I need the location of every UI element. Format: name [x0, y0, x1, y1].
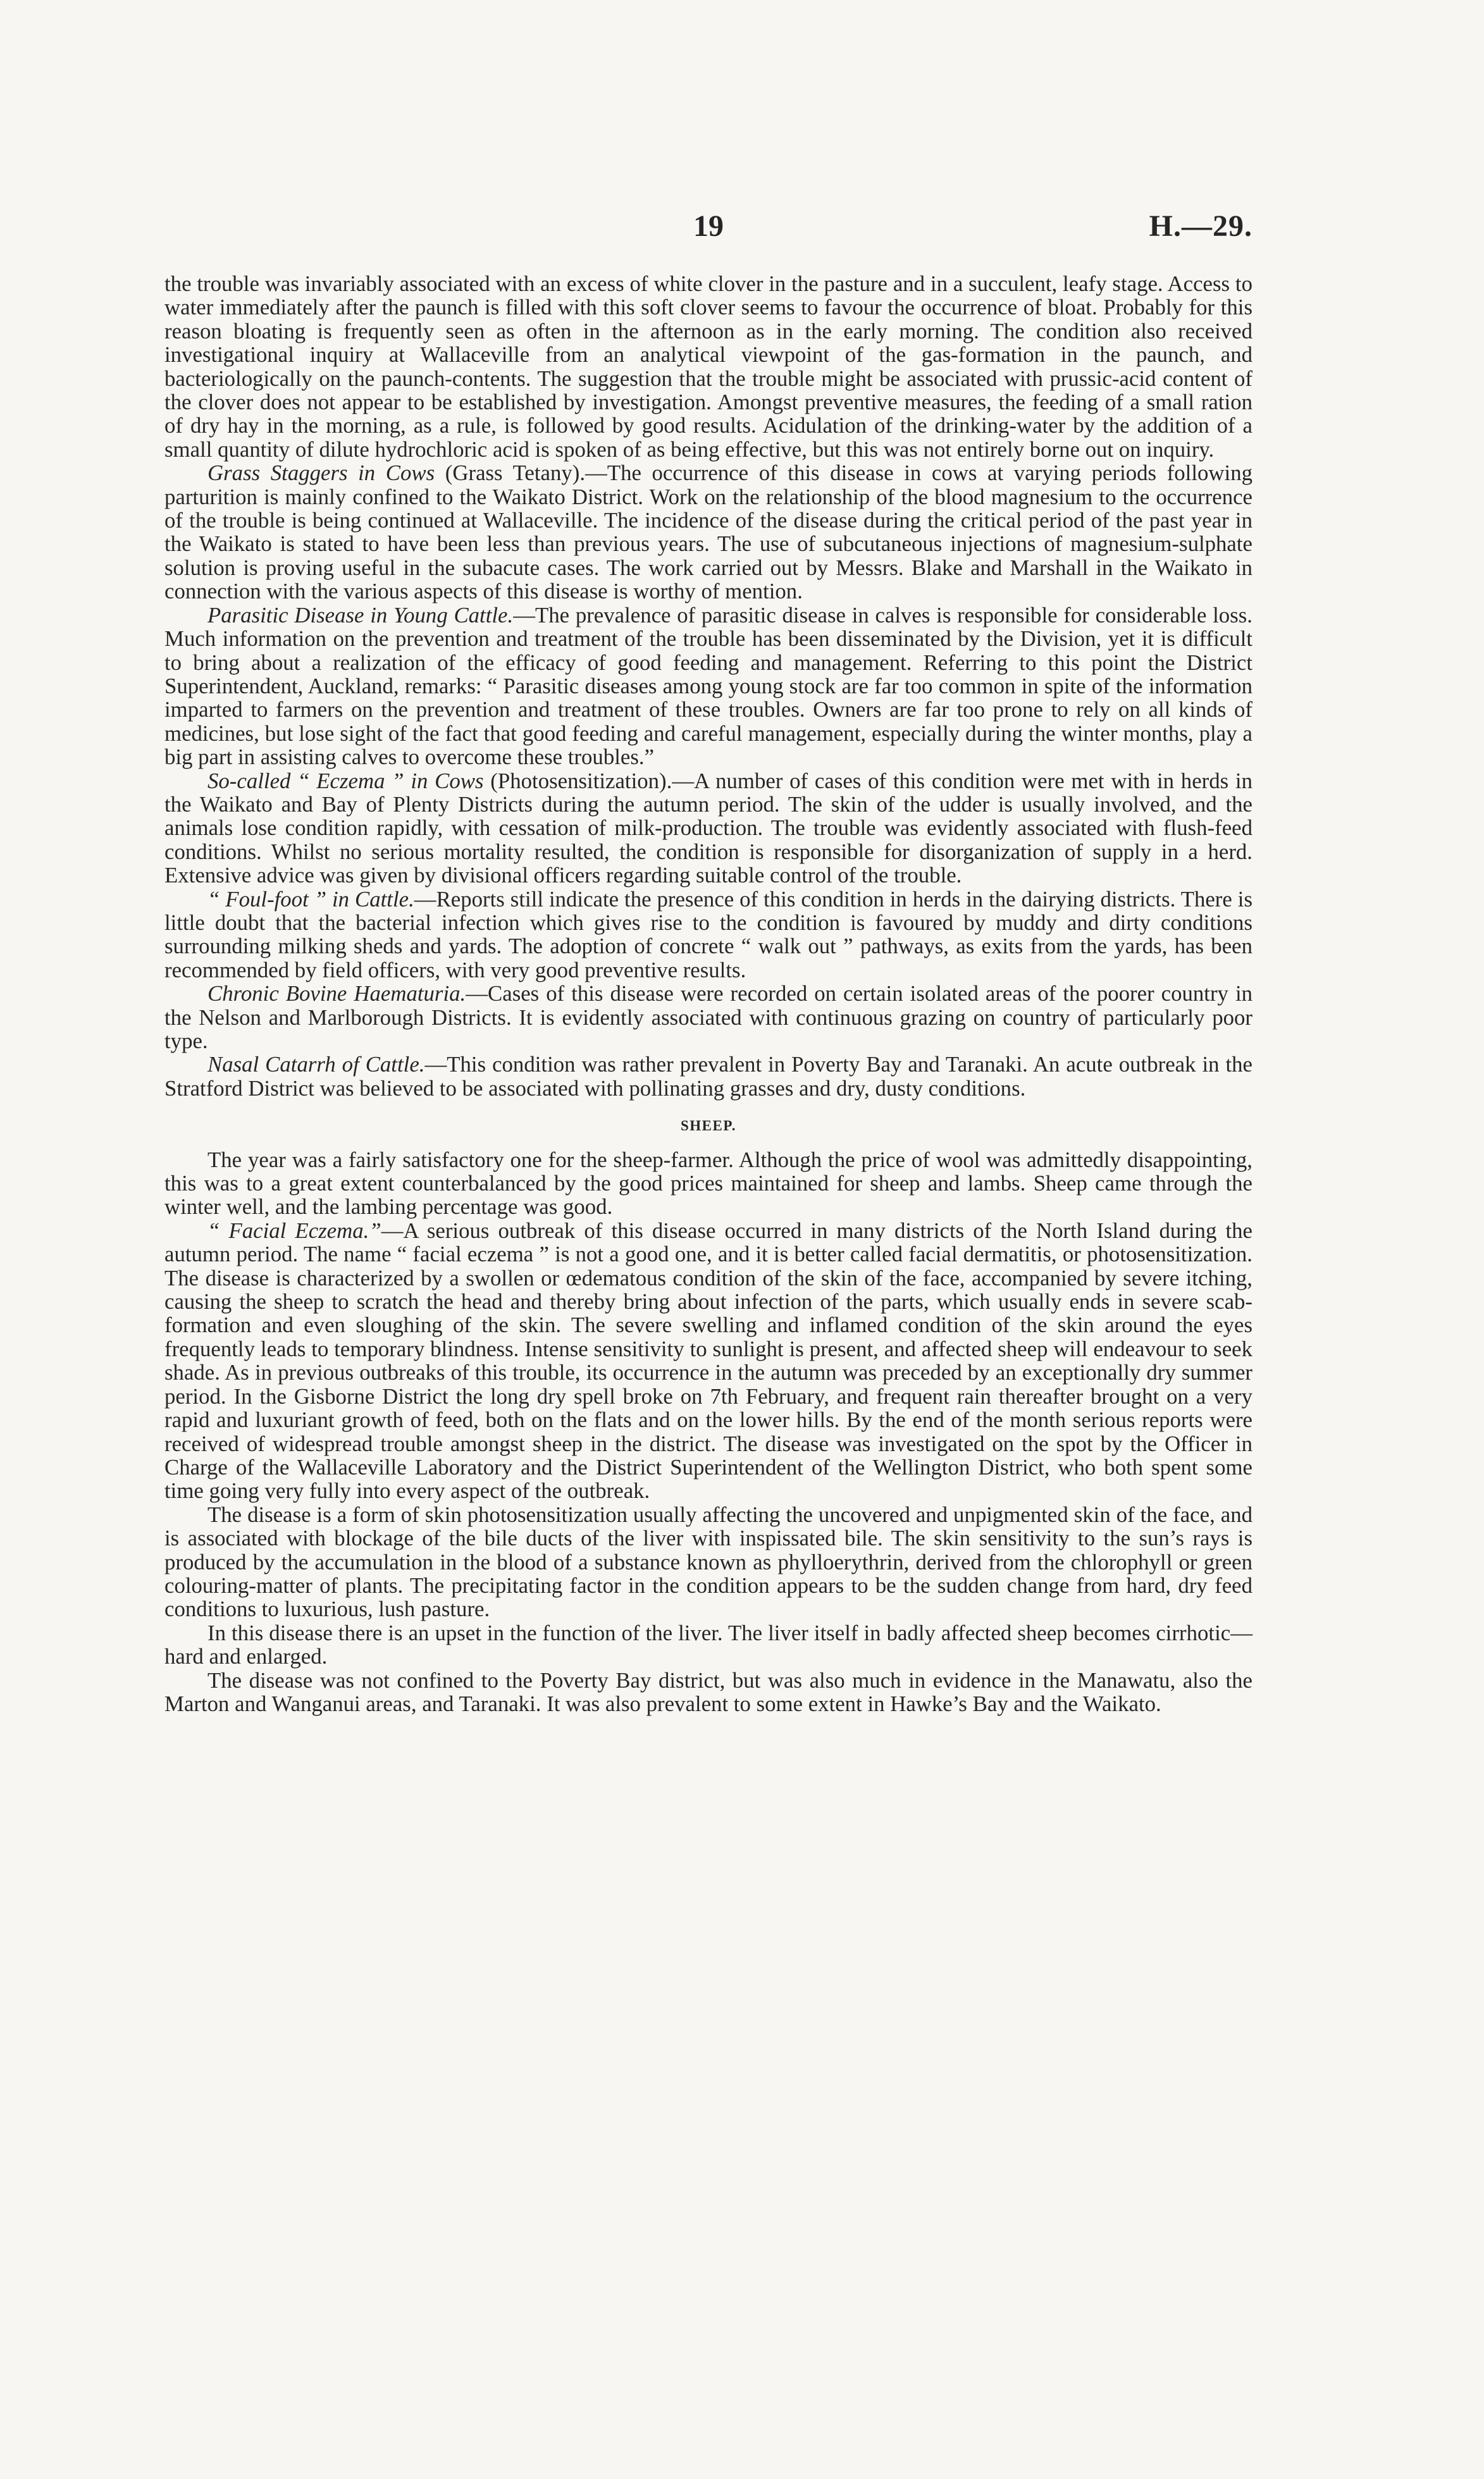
paragraph-text: (Photosensitization).—A number of cases of this condition were met with in herds in the Waikato and Bay of Plenty Districts during the autumn period. The skin of the udder is usually involved, and the animals lose condition rapidly, with cessation of milk-production. The trouble was evidently associated with flush-feed conditions. Whilst no serious mortality resulted, the condition is responsible for disorganization of supply in a herd. Extensive advice was given by divisional officers regarding suitable control of the trouble.	[164, 768, 1252, 888]
paragraph-text: The year was a fairly satisfactory one for the sheep-farmer. Although the price of wool was admittedly disappointing, this was to a great extent counterbalanced by the good prices maintained for sheep and lambs. Sheep came through the winter well, and the lambing percentage was good.	[164, 1147, 1252, 1220]
paragraph-photosensitization	[164, 1503, 1252, 1621]
paragraph-foul-foot	[164, 887, 1252, 982]
paragraph-text: (Grass Tetany).—The occurrence of this disease in cows at varying periods following parturition is mainly confined to the Waikato District. Work on the relationship of the blood magnesium to the occurrence of the trouble is being continued at Wallaceville. The incidence of the disease during the critical period of the past year in the Waikato is stated to have been less than previous years. The use of subcutaneous injections of magnesium-sulphate solution is proving useful in the subacute cases. The work carried out by Messrs. Blake and Marshall in the Waikato in connection with the various aspects of this disease is worthy of mention.	[164, 461, 1253, 604]
paragraph-text: In this disease there is an upset in the function of the liver. The liver itself in badly affected sheep becomes cirrhotic—hard and enlarged.	[164, 1620, 1252, 1669]
section-heading-sheep: SHEEP.	[680, 1118, 737, 1134]
paragraph-grass-staggers	[164, 461, 1252, 603]
paragraph-text: —A serious outbreak of this disease occurred in many districts of the North Island during the autumn period. The name “ facial eczema ” is not a good one, and it is better called facial dermatitis, or photosensitization. The disease is characterized by a swollen or œdematous condition of the skin of the face, accompanied by severe itching, causing the sheep to scratch the head and thereby bring about infection of the parts, which usually ends in severe scab-formation and even sloughing of the skin. The severe swelling and inflamed condition of the skin around the eyes frequently leads to temporary blindness. Intense sensitivity to sunlight is present, and affected sheep will endeavour to seek shade. As in previous outbreaks of this trouble, its occurrence in the autumn was preceded by an exceptionally dry summer period. In the Gisborne District the long dry spell broke on 7th February, and frequent rain thereafter brought on a very rapid and luxuriant growth of feed, both on the flats and on the lower hills. By the end of the month serious reports were received of widespread trouble amongst sheep in the district. The disease was investigated on the spot by the Officer in Charge of the Wallaceville Laboratory and the District Superintendent of the Wellington District, who both spent some time going very fully into every aspect of the outbreak.	[164, 1218, 1252, 1504]
paragraph-lead: Grass Staggers in Cows	[207, 461, 435, 486]
paragraph-lead: So-called “ Eczema ” in Cows	[207, 768, 484, 793]
body-text	[164, 272, 1252, 1716]
paragraph-text: The disease is a form of skin photosensitization usually affecting the uncovered and unpigmented skin of the face, and is associated with blockage of the bile ducts of the liver with inspissated bile. The skin sensitivity to the sun’s rays is produced by the accumulation in the blood of a substance known as phylloerythrin, derived from the chlorophyll or green colouring-matter of plants. The precipitating factor in the condition appears to be the sudden change from hard, dry feed conditions to luxurious, lush pasture.	[164, 1502, 1252, 1622]
paragraph-text: —Cases of this disease were recorded on certain isolated areas of the poorer country in the Nelson and Marlborough Districts. It is evidently associated with continuous grazing on country of particularly poor type.	[164, 981, 1253, 1053]
paragraph-bloat	[164, 272, 1252, 461]
paragraph-parasitic-disease	[164, 603, 1252, 769]
paragraph-haematuria	[164, 982, 1252, 1053]
paragraph-sheep-year	[164, 1148, 1252, 1219]
page-header	[164, 209, 1252, 247]
paragraph-text: —Reports still indicate the presence of this condition in herds in the dairying districts. There is little doubt that the bacterial infection which gives rise to the condition is favoured by muddy and dirty conditions surrounding milking sheds and yards. The adoption of concrete “ walk out ” pathways, as exits from the yards, has been recommended by field officers, with very good preventive results.	[164, 886, 1252, 982]
paragraph-facial-eczema	[164, 1219, 1252, 1503]
paragraph-lead: “ Facial Eczema.”	[207, 1218, 381, 1243]
paragraph-text: the trouble was invariably associated with an excess of white clover in the pasture and in a succulent, leafy stage. Access to water immediately after the paunch is filled with this soft clover seems to favour the occurrence of bloat. Probably for this reason bloating is frequently seen as often in the afternoon as in the early morning. The condition also received investigational inquiry at Wallaceville from an analytical viewpoint of the gas-formation in the paunch, and bacteriologically on the paunch-contents. The suggestion that the trouble might be associated with prussic-acid content of the clover does not appear to be established by investigation. Amongst preventive measures, the feeding of a small ration of dry hay in the morning, as a rule, is followed by good results. Acidulation of the drinking-water by the addition of a small quantity of dilute hydrochloric acid is spoken of as being effective, but this was not entirely borne out on inquiry.	[164, 271, 1252, 462]
paragraph-lead: Chronic Bovine Haematuria.	[207, 981, 466, 1006]
page-number: 19	[693, 209, 724, 243]
paragraph-distribution	[164, 1669, 1252, 1716]
paragraph-lead: Nasal Catarrh of Cattle.	[207, 1052, 425, 1077]
document-code: H.—29.	[1149, 209, 1252, 243]
paragraph-liver	[164, 1621, 1252, 1669]
paragraph-eczema-cows	[164, 769, 1252, 887]
paragraph-lead: “ Foul-foot ” in Cattle.	[207, 886, 414, 912]
paragraph-lead: Parasitic Disease in Young Cattle.	[207, 602, 514, 627]
paragraph-text: —This condition was rather prevalent in Poverty Bay and Taranaki. An acute outbreak in the Stratford District was believed to be associated with pollinating grasses and dry, dusty conditions.	[164, 1052, 1252, 1101]
paragraph-nasal-catarrh	[164, 1053, 1252, 1100]
paragraph-text: —The prevalence of parasitic disease in calves is responsible for considerable loss. Much information on the prevention and treatment of the trouble has been disseminated by the Division, yet it is difficult to bring about a realization of the efficacy of good feeding and management. Referring to this point the District Superintendent, Auckland, remarks: “ Parasitic diseases among young stock are far too common in spite of the information imparted to farmers on the prevention and treatment of these troubles. Owners are far too prone to rely on all kinds of medicines, but lose sight of the fact that good feeding and careful management, especially during the winter months, play a big part in assisting calves to overcome these troubles.”	[164, 602, 1252, 770]
paragraph-text: The disease was not confined to the Poverty Bay district, but was also much in evidence in the Manawatu, also the Marton and Wanganui areas, and Taranaki. It was also prevalent to some extent in Hawke’s Bay and the Waikato.	[164, 1667, 1252, 1716]
